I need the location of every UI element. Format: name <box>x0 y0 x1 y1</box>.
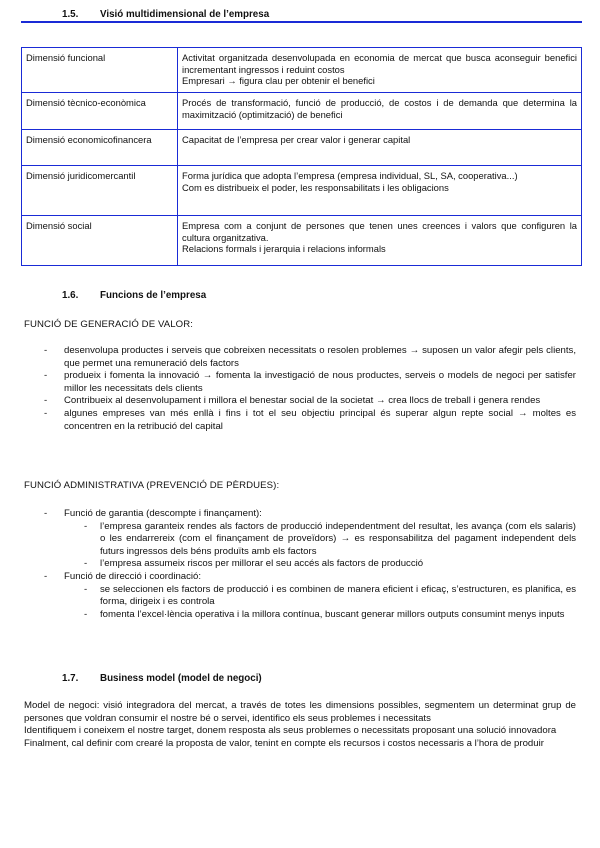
section-title: Business model (model de negoci) <box>100 673 262 684</box>
section-1-7-heading <box>62 673 262 686</box>
list-item: - Funció de direcció i coordinació: <box>44 571 576 584</box>
description-line: Capacitat de l’empresa per crear valor i generar capital <box>182 134 411 145</box>
heading-underline <box>21 21 582 23</box>
business-model-text <box>24 700 576 750</box>
row-description <box>178 130 582 166</box>
row-label: Dimensió juridicomercantil <box>22 166 178 216</box>
description-line: Empresari → figura clau per obtenir el benefici <box>182 75 375 87</box>
value-function-heading: FUNCIÓ DE GENERACIÓ DE VALOR: <box>24 319 194 330</box>
list-item: - produeix i fomenta la innovació → fomenta la investigació de nous productes, serveis o models de negoci per satisfer millor les necessitats dels clients <box>44 370 576 394</box>
sub-item-text: fomenta l’excel·lència operativa i la millora contínua, buscant generar millors outputs consumint menys inputs <box>100 608 565 620</box>
admin-function-heading: FUNCIÓ ADMINISTRATIVA (PREVENCIÓ DE PÈRDUES): <box>24 480 280 491</box>
row-description <box>178 166 582 216</box>
row-description <box>178 48 582 93</box>
description-line: Forma jurídica que adopta l’empresa (empresa individual, SL, SA, cooperativa...) <box>182 170 518 181</box>
description-line: Com es distribueix el poder, les responsabilitats i les obligacions <box>182 181 449 193</box>
sub-list-item: - l’empresa assumeix riscos per millorar el seu accés als factors de producció <box>84 558 576 571</box>
description-line: Relacions formals i jerarquia i relacions informals <box>182 243 386 255</box>
row-label: Dimensió social <box>22 216 178 266</box>
sub-item-text: l’empresa garanteix rendes als factors de producció independentment del resultat, les avança (com els salaris) o les endarrereix (com el finançament de proveïdors) → es responsabilitza del pagament independent dels futurs ingressos dels béns produïts amb els factors <box>100 520 576 557</box>
list-item: - Funció de garantia (descompte i finançament): <box>44 508 576 521</box>
description-line: Empresa com a conjunt de persones que tenen unes creences i valors que configuren la cultura organitzativa. <box>182 220 577 243</box>
list-item: - algunes empreses van més enllà i fins i tot el seu objectiu principal és superar algun repte social → moltes es concentren en la retribució del capital <box>44 407 576 432</box>
paragraph: Identifiquem i coneixem el nostre target, donem resposta als seus problemes o necessitats proposant una solució innovadora <box>24 725 557 737</box>
bullet-text: Contribueix al desenvolupament i millora el benestar social de la societat → crea llocs de treball i genera rendes <box>64 395 541 407</box>
row-description <box>178 93 582 130</box>
bullet-text: produeix i fomenta la innovació → fomenta la investigació de nous productes, serveis o models de negoci per satisfer millor les necessitats dels clients <box>64 370 576 394</box>
description-line: Activitat organitzada desenvolupada en economia de mercat que busca aconseguir benefici incrementant ingressos i reduint costos <box>182 52 577 75</box>
section-title: Funcions de l’empresa <box>100 290 207 301</box>
sub-list-item: - se seleccionen els factors de producció i es combinen de manera eficient i eficaç, s’estructuren, es planifica, es forma, dirigeix i es controla <box>84 583 576 608</box>
list-item: - Contribueix al desenvolupament i millora el benestar social de la societat → crea llocs de treball i genera rendes <box>44 395 576 408</box>
section-title: Visió multidimensional de l’empresa <box>100 9 270 20</box>
bullet-text: algunes empreses van més enllà i fins i tot el seu objectiu principal és superar algun repte social → moltes es concentren en la retribució del capital <box>64 407 576 432</box>
description-line: Procés de transformació, funció de producció, de costos i de demanda que determina la maximització (optimització) de benefici <box>182 97 577 120</box>
paragraph: Model de negoci: visió integradora del mercat, a través de totes les dimensions possibles, segmentem un determinat grup de persones que voldran consumir el nostre bé o servei, identifico els seus problemes i necessitats <box>24 700 576 724</box>
section-number: 1.7. <box>62 673 79 684</box>
item-text: Funció de garantia (descompte i finançament): <box>64 508 262 519</box>
sub-list-item: - fomenta l’excel·lència operativa i la millora contínua, buscant generar millors outputs consumint menys inputs <box>84 609 576 622</box>
table-row <box>22 93 582 130</box>
section-1-6-heading <box>62 290 206 303</box>
table-row <box>22 130 582 166</box>
table-row <box>22 166 582 216</box>
list-item: - desenvolupa productes i serveis que cobreixen necessitats o resolen problemes → suposen un valor afegir pels clients, que permet una remuneració dels factors <box>44 345 576 369</box>
dimensions-table <box>21 47 582 266</box>
section-number: 1.6. <box>62 290 79 301</box>
row-label: Dimensió economicofinancera <box>22 130 178 166</box>
table-row <box>22 216 582 266</box>
admin-list <box>44 508 576 621</box>
row-label: Dimensió tècnico-econòmica <box>22 93 178 130</box>
sub-list-item: - l’empresa garanteix rendes als factors de producció independentment del resultat, les avança (com els salaris) o les endarrereix (com el finançament de proveïdors) → es responsabilitza del pagament independent dels futurs ingressos dels béns produïts amb els factors <box>84 520 576 557</box>
bullet-text: desenvolupa productes i serveis que cobreixen necessitats o resolen problemes → suposen un valor afegir pels clients, que permet una remuneració dels factors <box>64 345 576 369</box>
item-text: Funció de direcció i coordinació: <box>64 570 202 582</box>
table-row <box>22 48 582 93</box>
sub-item-text: se seleccionen els factors de producció i es combinen de manera eficient i eficaç, s’estructuren, es planifica, es forma, dirigeix i es controla <box>100 583 576 608</box>
row-label: Dimensió funcional <box>22 48 178 93</box>
section-number: 1.5. <box>62 9 79 20</box>
row-description <box>178 216 582 266</box>
value-bullet-list <box>44 345 576 433</box>
sub-item-text: l’empresa assumeix riscos per millorar el seu accés als factors de producció <box>100 558 424 570</box>
section-1-5-heading <box>62 9 269 22</box>
paragraph: Finalment, cal definir com crearé la proposta de valor, tenint en compte els recursos i costos necessaris a l’hora de produir <box>24 737 544 749</box>
